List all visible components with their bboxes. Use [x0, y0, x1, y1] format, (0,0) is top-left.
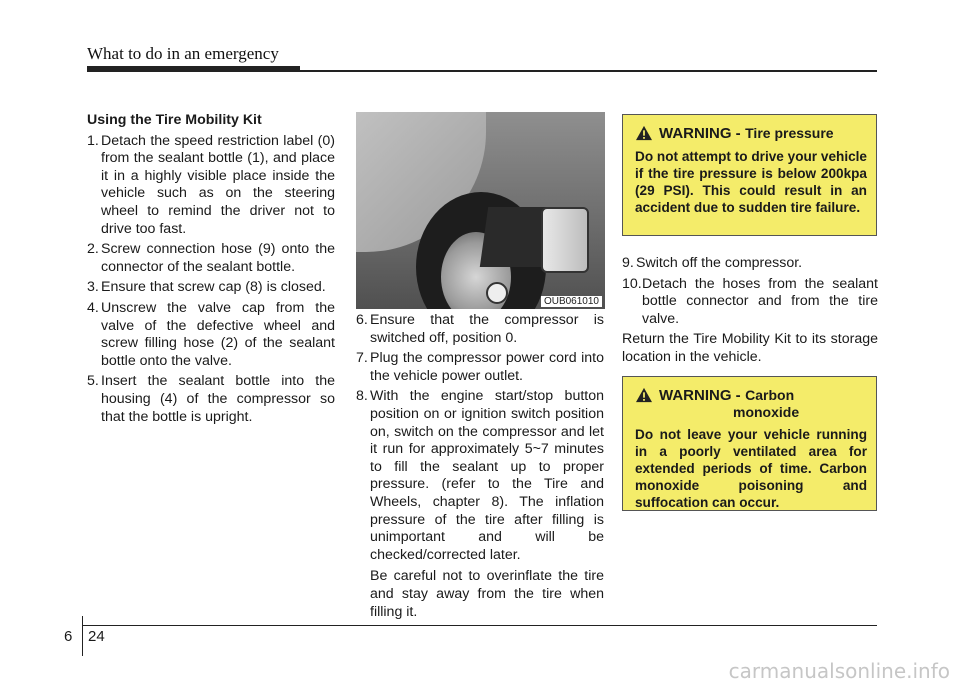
warning-triangle-icon [635, 125, 653, 141]
warning-box-carbon-monoxide [622, 376, 877, 511]
footer-rule [82, 625, 877, 626]
step-number: 8. [356, 388, 368, 405]
header-rule [87, 70, 877, 72]
page-number: 24 [88, 628, 105, 645]
step-text: Screw connection hose (9) onto the connector of the sealant bottle. [101, 241, 335, 275]
column-3 [622, 255, 878, 367]
warning-topic: Carbon [745, 387, 795, 403]
step-8 [356, 388, 604, 564]
warning-box-tire-pressure [622, 114, 877, 236]
step-text: Ensure that the compressor is switched off, position 0. [370, 312, 604, 346]
step-3 [87, 279, 335, 297]
step-number: 7. [356, 350, 368, 367]
step-7 [356, 350, 604, 385]
step-1 [87, 133, 335, 239]
step-9 [622, 255, 878, 273]
page-header-title: What to do in an emergency [87, 44, 279, 63]
return-kit-paragraph: Return the Tire Mobility Kit to its storage location in the vehicle. [622, 331, 878, 365]
step-text: Plug the compressor power cord into the vehicle power outlet. [370, 350, 604, 384]
watermark: carmanualsonline.info [728, 659, 950, 683]
step-text: Detach the speed restriction label (0) from the sealant bottle (1), and place it in a highly visible place inside the vehicle such as on the steering wheel to remind the driver not to drive too fast. [101, 132, 335, 237]
column-1 [87, 112, 335, 429]
warning-heading [635, 387, 867, 405]
sealant-bottle-shape [541, 207, 589, 273]
step-10 [622, 276, 878, 329]
step-text: Insert the sealant bottle into the housing (4) of the compressor so that the bottle is upright. [101, 373, 335, 425]
section-title: Using the Tire Mobility Kit [87, 112, 262, 128]
column-2 [356, 312, 604, 621]
chapter-number: 6 [64, 628, 73, 645]
tire-mobility-kit-photo [356, 112, 605, 309]
warning-body: Do not attempt to drive your vehicle if the tire pressure is below 200kpa (29 PSI). This could result in an accident due to sudden tire failure. [635, 149, 867, 215]
footer-vertical-rule [82, 616, 83, 656]
step-4 [87, 300, 335, 370]
step-text: Ensure that screw cap (8) is closed. [101, 279, 326, 296]
step-6 [356, 312, 604, 347]
step-number: 6. [356, 312, 368, 328]
step-text: Detach the hoses from the sealant bottle connector and from the tire valve. [642, 275, 878, 327]
step-number: 2. [87, 241, 99, 258]
step-text: Switch off the compressor. [636, 255, 803, 271]
caution-note: Be careful not to overinflate the tire and stay away from the tire when filling it. [370, 568, 604, 620]
step-number: 3. [87, 279, 99, 296]
warning-triangle-icon [635, 387, 653, 403]
step-5 [87, 373, 335, 426]
warning-label: WARNING - [659, 125, 741, 142]
figure-code: OUB061010 [541, 296, 602, 307]
step-number: 10. [622, 275, 642, 292]
step-2 [87, 241, 335, 276]
step-number: 1. [87, 132, 99, 149]
warning-body: Do not leave your vehicle running in a poorly ventilated area for extended periods of time. Carbon monoxide poisoning and suffocation can occur. [635, 427, 867, 510]
step-number: 4. [87, 299, 99, 316]
pressure-gauge-shape [486, 282, 508, 304]
warning-heading [635, 125, 867, 143]
warning-topic: Tire pressure [745, 125, 834, 141]
step-number: 5. [87, 373, 99, 390]
step-number: 9. [622, 255, 634, 271]
step-text: Unscrew the valve cap from the valve of the defective wheel and screw filling hose (2) of the sealant bottle onto the valve. [101, 299, 335, 369]
warning-topic-line2: monoxide [733, 404, 800, 420]
warning-label: WARNING - [659, 387, 741, 404]
step-text: With the engine start/stop button position on or ignition switch position on, switch on the compressor and let it run for approximately 5~7 minutes to fill the sealant up to proper pressure. (refer to the Tire and Wheels, chapter 8). The inflation pressure of the tire after filling is unimportant and will be checked/corrected later. [370, 388, 604, 563]
